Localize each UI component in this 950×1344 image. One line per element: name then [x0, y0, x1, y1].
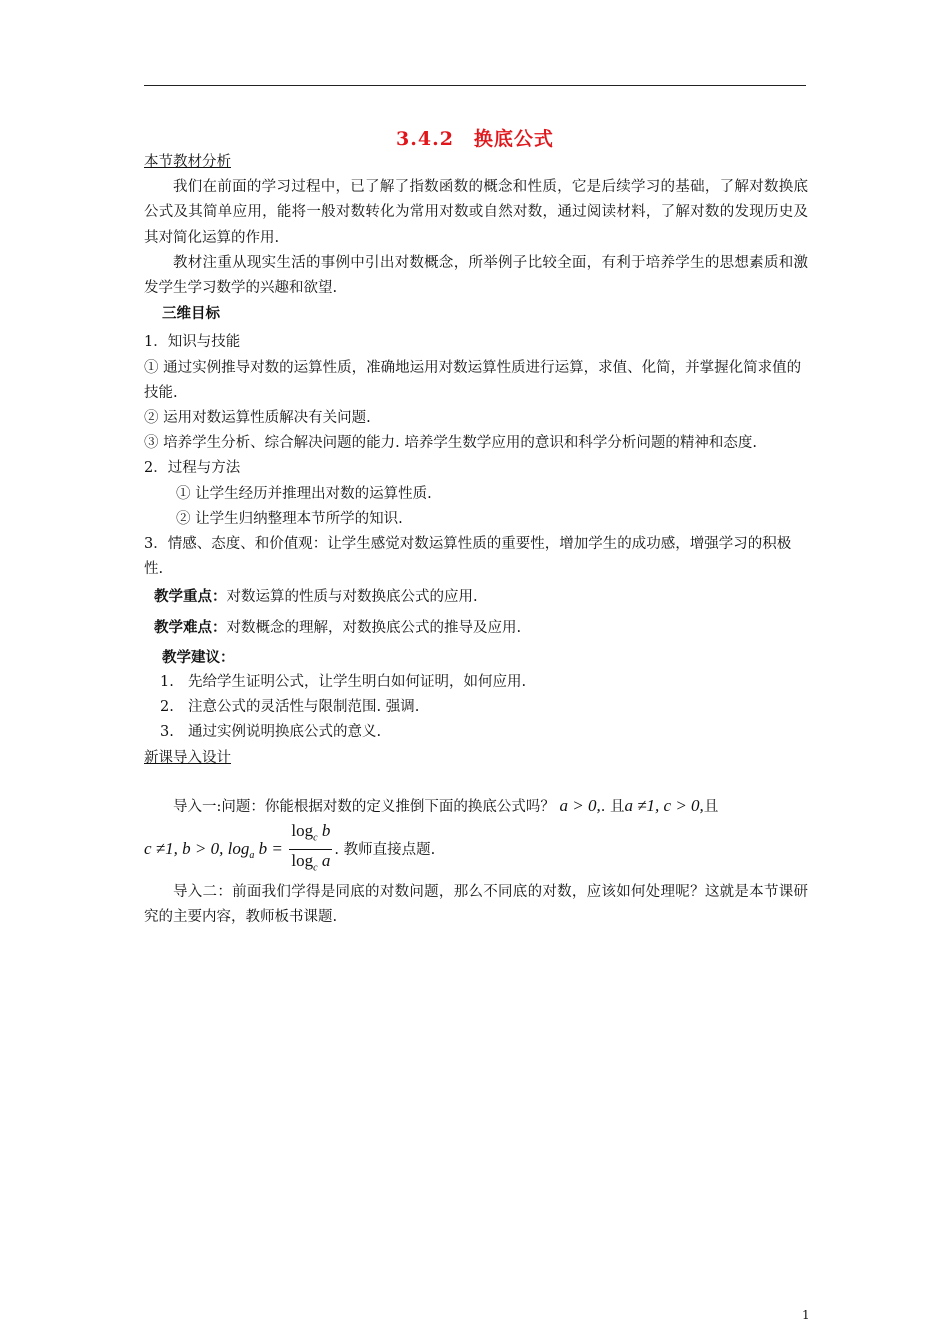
- paragraph: 我们在前面的学习过程中，已了解了指数函数的概念和性质，它是后续学习的基础，了解对数换底公式及其简单应用，能将一般对数转化为常用对数或自然对数，通过阅读材料，了解对数的发现历史及其对简化运算的作用.: [144, 179, 808, 246]
- document-body: [144, 150, 808, 930]
- goal-item: ② 让学生归纳整理本节所学的知识.: [176, 510, 403, 527]
- condition-math: a > 0,: [559, 795, 601, 815]
- goal-item: ② 运用对数运算性质解决有关问题.: [144, 410, 371, 427]
- fraction-denominator: $\log_c a$: [291, 851, 331, 874]
- page-title: 3.4.2 换底公式: [396, 128, 554, 150]
- intro-one: 导入一:问题：你能根据对数的定义推倒下面的换底公式吗？ a > 0,. 且a ≠1, c > 0,且: [173, 795, 719, 815]
- goal-process-title: 2．过程与方法: [144, 460, 241, 477]
- goal-item: ① 让学生经历并推理出对数的运算性质.: [176, 485, 432, 502]
- suggestion-heading: 教学建议：: [162, 648, 235, 666]
- goal-item: ③ 培养学生分析、综合解决问题的能力. 培养学生数学应用的意识和科学分析问题的精神和态度.: [144, 435, 757, 452]
- difficulty-label: 教学难点：: [154, 618, 227, 636]
- difficulty-text: 对数概念的理解，对数换底公式的推导及应用.: [226, 619, 522, 636]
- page-number: 1: [802, 1308, 810, 1322]
- goals-heading: 三维目标: [162, 305, 220, 323]
- formula-fraction: [289, 820, 332, 880]
- intro-two: 导入二：前面我们学得是同底的对数问题，那么不同底的对数，应该如何处理呢？这就是本节课研究的主要内容，教师板书课题.: [144, 884, 808, 926]
- goal-emotion: 3．情感、态度、和价值观：让学生感觉对数运算性质的重要性，增加学生的成功感，增强学习的积极性.: [144, 536, 792, 578]
- goal-knowledge-title: 1．知识与技能: [144, 334, 241, 351]
- change-of-base-formula: c ≠1, b > 0, $\log_a b$ = $\frac{\log_c b}{\log_c a}$ . 教师直接点题.: [144, 820, 808, 878]
- key-point: [144, 584, 808, 610]
- goal-item: ① 通过实例推导对数的运算性质，准确地运用对数运算性质进行运算，求值、化简，并掌握化简求值的技能.: [144, 359, 802, 401]
- key-point-label: 教学重点：: [154, 588, 227, 606]
- section-heading-analysis: 本节教材分析: [144, 154, 231, 170]
- list-item: 1. 先给学生证明公式，让学生明白如何证明，如何应用.: [160, 674, 527, 691]
- fraction-numerator: $\log_c b$: [289, 820, 332, 850]
- list-item: 2. 注意公式的灵活性与限制范围. 强调.: [160, 699, 420, 716]
- condition-math: a ≠1, c > 0,: [624, 795, 704, 815]
- header-rule: [144, 85, 806, 86]
- paragraph: 教材注重从现实生活的事例中引出对数概念，所举例子比较全面，有利于培养学生的思想素质和激发学生学习数学的兴趣和欲望.: [144, 254, 808, 297]
- list-item: 3. 通过实例说明换底公式的意义.: [160, 724, 382, 741]
- key-point-text: 对数运算的性质与对数换底公式的应用.: [226, 589, 478, 606]
- section-heading-intro: 新课导入设计: [144, 749, 231, 766]
- difficulty-point: [144, 615, 808, 641]
